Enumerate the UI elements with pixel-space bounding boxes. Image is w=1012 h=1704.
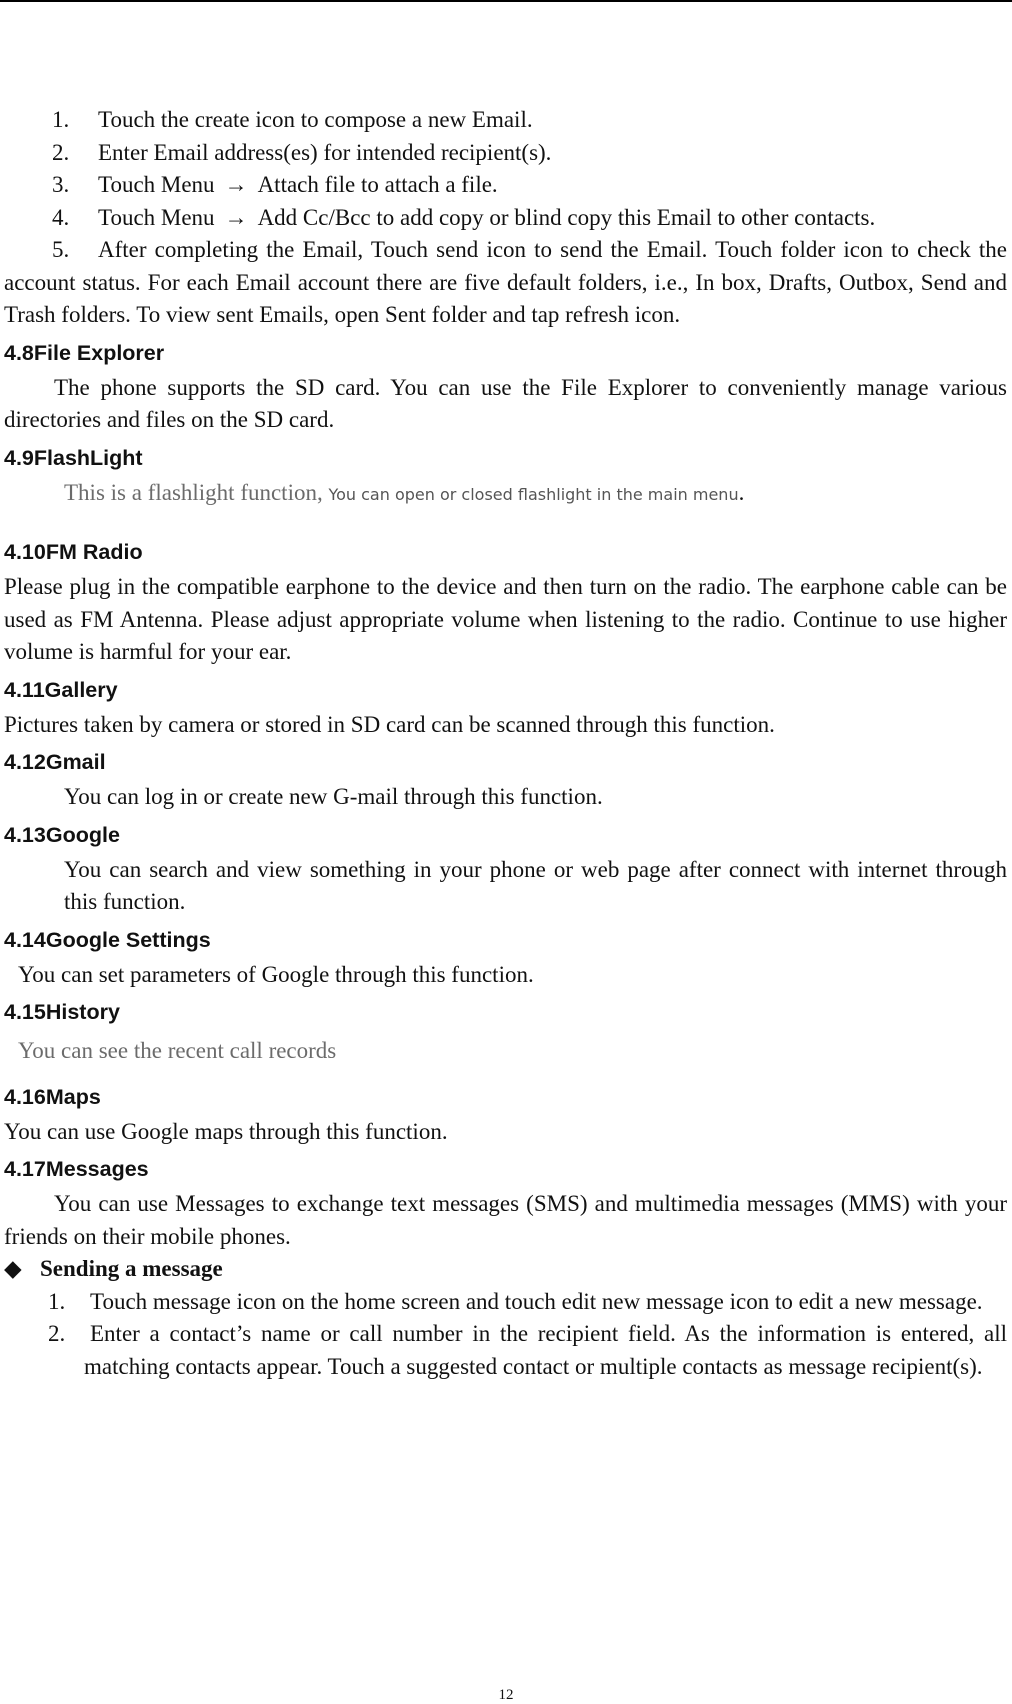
list-item: 2. Enter Email address(es) for intended recipient(s). — [52, 139, 552, 165]
email-steps-list — [4, 104, 1007, 332]
section-heading-fm-radio: 4.10FM Radio — [4, 540, 143, 564]
list-item: 2. Enter a contact’s name or call number in the recipient field. As the information is entered, all matching contacts appear. Touch a suggested contact or multiple contacts as message recipient(s). — [48, 1321, 1007, 1379]
arrow-right-icon: → — [224, 204, 248, 230]
section-heading-messages: 4.17Messages — [4, 1157, 149, 1181]
arrow-right-icon: → — [224, 172, 248, 197]
list-item: 4. Touch Menu → Add Cc/Bcc to add copy or blind copy this Email to other contacts. — [4, 202, 1007, 235]
section-heading-google-settings: 4.14Google Settings — [4, 927, 211, 952]
list-item: 1. Touch message icon on the home screen and touch edit new message icon to edit a new message. — [48, 1288, 983, 1314]
section-body-gmail: You can log in or create new G-mail through this function. — [64, 784, 603, 809]
section-heading-flashlight: 4.9FlashLight — [4, 445, 143, 470]
section-heading-maps: 4.16Maps — [4, 1084, 101, 1109]
subheading-sending-message: ◆ Sending a message — [4, 1253, 1007, 1286]
list-item: 1. Touch the create icon to compose a new Email. — [52, 107, 533, 132]
list-item: 3. Touch Menu → Attach file to attach a file. — [4, 169, 1007, 202]
section-heading-gmail: 4.12Gmail — [4, 750, 106, 774]
section-heading-google: 4.13Google — [4, 822, 120, 847]
section-body-fm-radio: Please plug in the compatible earphone to the device and then turn on the radio. The earphone cable can be used as FM Antenna. Please adjust appropriate volume when listening to the radio. Continue to use higher volume is harmful for your ear. — [4, 574, 1007, 664]
section-body-flashlight: This is a flashlight function, You can open or closed flashlight in the main menu. — [64, 479, 745, 505]
section-body-google: You can search and view something in your phone or web page after connect with internet through this function. — [64, 856, 1007, 914]
section-body-google-settings: You can set parameters of Google through this function. — [18, 961, 534, 987]
page-number: 12 — [498, 1687, 514, 1703]
section-heading-file-explorer: 4.8File Explorer — [4, 340, 165, 365]
page-content — [4, 104, 1007, 1383]
list-item: 5. After completing the Email, Touch send icon to send the Email. Touch folder icon to check the account status. For each Email account there are five default folders, i.e., In box, Drafts, Outbox, Send and Trash folders. To view sent Emails, open Sent folder and tap refresh icon. — [4, 237, 1007, 327]
diamond-bullet-icon: ◆ — [4, 1256, 22, 1281]
top-rule — [0, 0, 1012, 2]
section-body-maps: You can use Google maps through this function. — [4, 1118, 448, 1144]
section-body-file-explorer: The phone supports the SD card. You can use the File Explorer to conveniently manage various directories and files on the SD card. — [4, 374, 1007, 432]
section-body-messages: You can use Messages to exchange text messages (SMS) and multimedia messages (MMS) with your friends on their mobile phones. — [4, 1191, 1007, 1249]
section-body-gallery: Pictures taken by camera or stored in SD card can be scanned through this function. — [4, 711, 775, 737]
section-heading-gallery: 4.11Gallery — [4, 677, 118, 702]
section-body-history: You can see the recent call records — [18, 1038, 337, 1063]
section-heading-history: 4.15History — [4, 1000, 120, 1024]
